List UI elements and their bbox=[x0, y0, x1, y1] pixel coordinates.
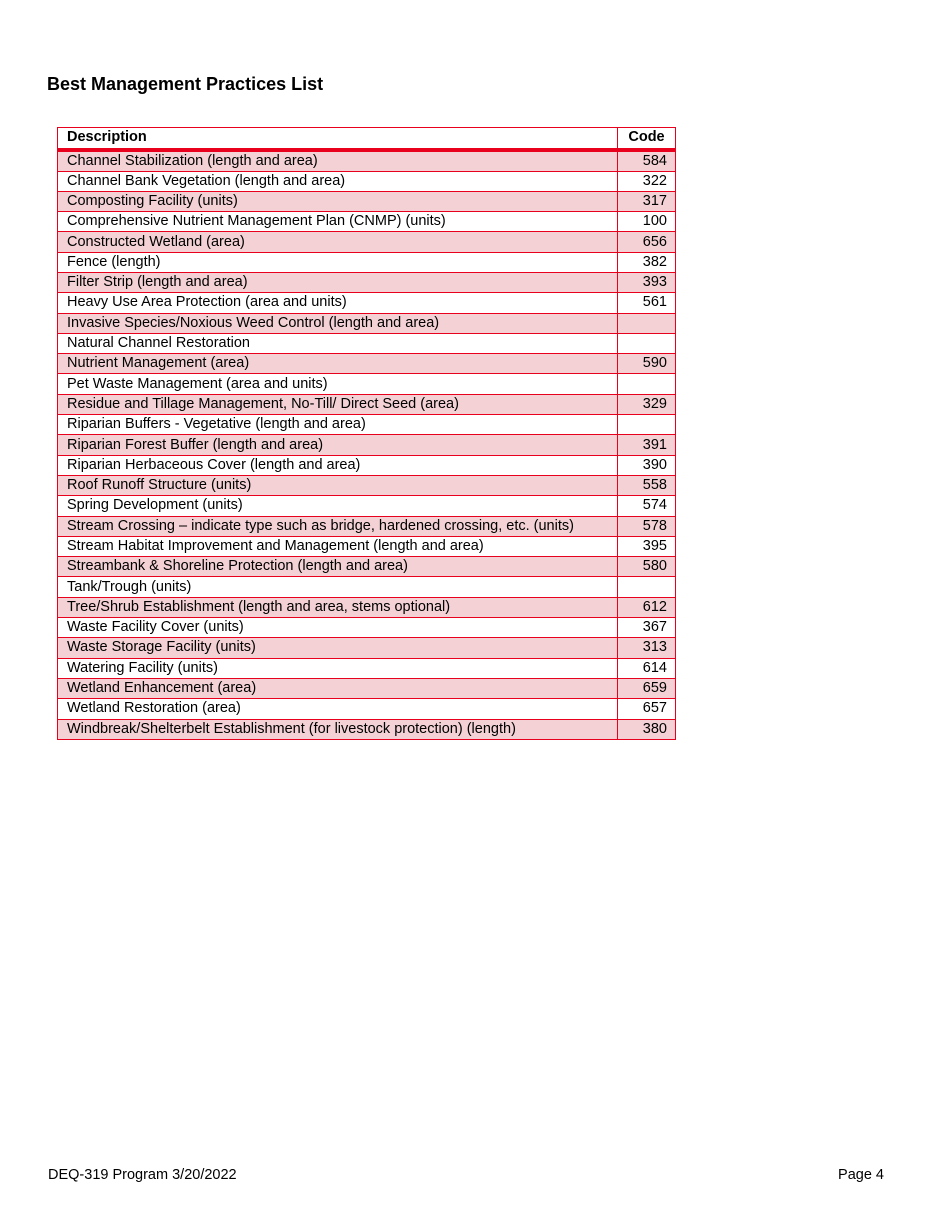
practice-description: Nutrient Management (area) bbox=[58, 354, 618, 374]
code-column-header: Code bbox=[618, 128, 676, 150]
practice-description: Heavy Use Area Protection (area and units) bbox=[58, 293, 618, 313]
practice-description: Spring Development (units) bbox=[58, 496, 618, 516]
table-row bbox=[58, 597, 676, 617]
table-row bbox=[58, 333, 676, 353]
practice-description: Composting Facility (units) bbox=[58, 191, 618, 211]
table-row bbox=[58, 212, 676, 232]
practice-code: 584 bbox=[618, 150, 676, 172]
practice-code bbox=[618, 577, 676, 597]
practice-code: 574 bbox=[618, 496, 676, 516]
table-row bbox=[58, 150, 676, 172]
practice-description: Natural Channel Restoration bbox=[58, 333, 618, 353]
practice-code: 380 bbox=[618, 719, 676, 739]
table-row bbox=[58, 536, 676, 556]
practice-description: Stream Crossing – indicate type such as bridge, hardened crossing, etc. (units) bbox=[58, 516, 618, 536]
bmp-table bbox=[57, 127, 676, 740]
practice-code: 561 bbox=[618, 293, 676, 313]
table-row bbox=[58, 272, 676, 292]
practice-code: 391 bbox=[618, 435, 676, 455]
practice-code: 657 bbox=[618, 699, 676, 719]
table-row bbox=[58, 557, 676, 577]
practice-description: Channel Bank Vegetation (length and area) bbox=[58, 171, 618, 191]
practice-description: Waste Facility Cover (units) bbox=[58, 618, 618, 638]
footer-document-id: DEQ-319 Program 3/20/2022 bbox=[48, 1167, 237, 1183]
practice-code: 100 bbox=[618, 212, 676, 232]
practice-code: 367 bbox=[618, 618, 676, 638]
footer-page-number: Page 4 bbox=[838, 1167, 884, 1183]
table-header bbox=[58, 128, 676, 150]
table-row bbox=[58, 415, 676, 435]
practice-description: Riparian Forest Buffer (length and area) bbox=[58, 435, 618, 455]
table-row bbox=[58, 638, 676, 658]
practice-code bbox=[618, 374, 676, 394]
practice-code: 395 bbox=[618, 536, 676, 556]
table-row bbox=[58, 394, 676, 414]
practice-description: Wetland Enhancement (area) bbox=[58, 678, 618, 698]
table-header-row bbox=[58, 128, 676, 150]
practice-description: Invasive Species/Noxious Weed Control (length and area) bbox=[58, 313, 618, 333]
table-row bbox=[58, 354, 676, 374]
practice-description: Riparian Buffers - Vegetative (length and area) bbox=[58, 415, 618, 435]
table-row bbox=[58, 232, 676, 252]
table-row bbox=[58, 374, 676, 394]
practice-code: 382 bbox=[618, 252, 676, 272]
practice-code: 612 bbox=[618, 597, 676, 617]
practice-code: 558 bbox=[618, 475, 676, 495]
practice-code: 656 bbox=[618, 232, 676, 252]
practice-description: Wetland Restoration (area) bbox=[58, 699, 618, 719]
practice-code: 322 bbox=[618, 171, 676, 191]
practice-code: 390 bbox=[618, 455, 676, 475]
practice-description: Windbreak/Shelterbelt Establishment (for livestock protection) (length) bbox=[58, 719, 618, 739]
practice-description: Comprehensive Nutrient Management Plan (CNMP) (units) bbox=[58, 212, 618, 232]
table-row bbox=[58, 252, 676, 272]
table-row bbox=[58, 516, 676, 536]
practice-description: Riparian Herbaceous Cover (length and area) bbox=[58, 455, 618, 475]
practice-description: Filter Strip (length and area) bbox=[58, 272, 618, 292]
practice-description: Tree/Shrub Establishment (length and area, stems optional) bbox=[58, 597, 618, 617]
practice-description: Tank/Trough (units) bbox=[58, 577, 618, 597]
practice-code bbox=[618, 333, 676, 353]
table-row bbox=[58, 455, 676, 475]
table-row bbox=[58, 475, 676, 495]
practice-description: Residue and Tillage Management, No-Till/ Direct Seed (area) bbox=[58, 394, 618, 414]
practice-code: 659 bbox=[618, 678, 676, 698]
practice-description: Channel Stabilization (length and area) bbox=[58, 150, 618, 172]
practice-description: Waste Storage Facility (units) bbox=[58, 638, 618, 658]
table-row bbox=[58, 658, 676, 678]
practice-code: 317 bbox=[618, 191, 676, 211]
table-row bbox=[58, 678, 676, 698]
table-body bbox=[58, 150, 676, 740]
practice-code: 578 bbox=[618, 516, 676, 536]
practice-code: 329 bbox=[618, 394, 676, 414]
practice-code: 313 bbox=[618, 638, 676, 658]
practice-description: Constructed Wetland (area) bbox=[58, 232, 618, 252]
practice-description: Streambank & Shoreline Protection (length and area) bbox=[58, 557, 618, 577]
practice-description: Pet Waste Management (area and units) bbox=[58, 374, 618, 394]
practice-code: 614 bbox=[618, 658, 676, 678]
table-row bbox=[58, 313, 676, 333]
table-row bbox=[58, 171, 676, 191]
table-row bbox=[58, 577, 676, 597]
table-row bbox=[58, 435, 676, 455]
practice-code: 393 bbox=[618, 272, 676, 292]
table-row bbox=[58, 699, 676, 719]
table-row bbox=[58, 191, 676, 211]
practice-code: 590 bbox=[618, 354, 676, 374]
page-title: Best Management Practices List bbox=[47, 74, 324, 94]
practice-description: Fence (length) bbox=[58, 252, 618, 272]
practice-code bbox=[618, 313, 676, 333]
table-row bbox=[58, 496, 676, 516]
practice-code: 580 bbox=[618, 557, 676, 577]
table-row bbox=[58, 293, 676, 313]
practice-code bbox=[618, 415, 676, 435]
table-row bbox=[58, 618, 676, 638]
description-column-header: Description bbox=[58, 128, 618, 150]
practice-description: Stream Habitat Improvement and Management (length and area) bbox=[58, 536, 618, 556]
practice-description: Roof Runoff Structure (units) bbox=[58, 475, 618, 495]
table-row bbox=[58, 719, 676, 739]
practice-description: Watering Facility (units) bbox=[58, 658, 618, 678]
